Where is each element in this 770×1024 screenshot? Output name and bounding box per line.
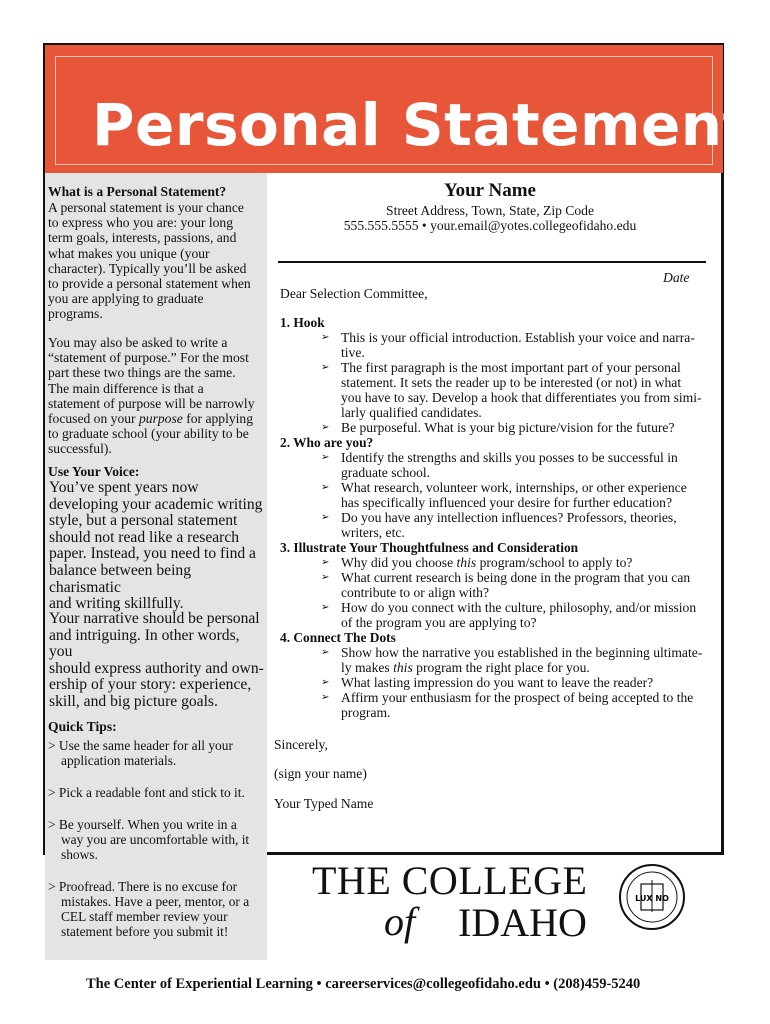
arrow-bullet-icon: ➢ bbox=[321, 452, 330, 463]
arrow-bullet-icon: ➢ bbox=[321, 422, 330, 433]
arrow-bullet-icon: ➢ bbox=[321, 332, 330, 343]
header-divider bbox=[278, 261, 706, 263]
purpose-paragraph: You may also be asked to write a “statement of purpose.” For the most part these two things are the same. The main difference is that a statement of purpose will be narrowly focused on your purpose for applying to graduate school (your ability to be successful). bbox=[48, 335, 255, 457]
bullet-text: Do you have any intellection influences? Professors, theories, writers, etc. bbox=[341, 510, 677, 540]
section-bullet bbox=[321, 510, 716, 540]
section-bullet bbox=[321, 690, 716, 720]
tip-item: > Pick a readable font and stick to it. bbox=[48, 785, 245, 800]
voice-heading: Use Your Voice: bbox=[48, 464, 140, 479]
salutation: Dear Selection Committee, bbox=[280, 286, 428, 301]
what-heading: What is a Personal Statement? bbox=[48, 184, 227, 199]
section-bullet bbox=[321, 675, 716, 690]
signature-line: (sign your name) bbox=[274, 766, 367, 781]
narrative-paragraph: Your narrative should be personal and intriguing. In other words, you should express authority and own- ership of your story: experience, skill, and big picture goals. bbox=[49, 610, 264, 710]
bullet-text: Why did you choose this program/school to apply to? bbox=[341, 555, 633, 570]
date: Date bbox=[663, 270, 690, 285]
tips-heading: Quick Tips: bbox=[48, 719, 117, 734]
section-heading: 1. Hook bbox=[280, 315, 325, 330]
logo-text-college: THE COLLEGE bbox=[312, 858, 588, 903]
what-paragraph: A personal statement is your chance to express who you are: your long term goals, interests, passions, and what makes you unique (your character). Typically you’ll be asked to provide a personal statement when you are applying to graduate programs. bbox=[48, 200, 251, 322]
arrow-bullet-icon: ➢ bbox=[321, 482, 330, 493]
bullet-text: Affirm your enthusiasm for the prospect of being accepted to the program. bbox=[341, 690, 694, 720]
bullet-text: This is your official introduction. Establish your voice and narra- tive. bbox=[341, 330, 695, 360]
arrow-bullet-icon: ➢ bbox=[321, 557, 330, 568]
arrow-bullet-icon: ➢ bbox=[321, 362, 330, 373]
tip-item: > Use the same header for all your application materials. bbox=[48, 738, 233, 768]
arrow-bullet-icon: ➢ bbox=[321, 692, 330, 703]
bullet-text: How do you connect with the culture, philosophy, and/or mission of the program you are applying to? bbox=[341, 600, 697, 630]
bullet-text: What current research is being done in the program that you can contribute to or align with? bbox=[341, 570, 691, 600]
bullet-text: What lasting impression do you want to leave the reader? bbox=[341, 675, 654, 690]
section-bullet bbox=[321, 330, 716, 360]
applicant-name: Your Name bbox=[443, 180, 536, 201]
arrow-bullet-icon: ➢ bbox=[321, 677, 330, 688]
closing: Sincerely, bbox=[274, 737, 328, 752]
bullet-text: What research, volunteer work, internships, or other experience has specifically influenced your desire for further education? bbox=[341, 480, 687, 510]
bullet-text: Be purposeful. What is your big picture/vision for the future? bbox=[341, 420, 675, 435]
voice-paragraph: You’ve spent years now developing your academic writing style, but a personal statement should not read like a research paper. Instead, you need to find a balance between being charismatic and writing skillfully. bbox=[49, 479, 263, 613]
footer-contact: The Center of Experiential Learning • careerservices@collegeofidaho.edu • (208)459-5240 bbox=[86, 976, 641, 992]
section-heading: 4. Connect The Dots bbox=[280, 630, 396, 645]
contact-info: 555.555.5555 • your.email@yotes.collegeofidaho.edu bbox=[343, 218, 637, 233]
bullet-text: Identify the strengths and skills you posses to be successful in graduate school. bbox=[341, 450, 678, 480]
logo-text-of: of bbox=[384, 899, 416, 944]
bullet-text: Show how the narrative you established in the beginning ultimate- ly makes this program the right place for you. bbox=[341, 645, 703, 675]
tip-item: > Be yourself. When you write in a way you are uncomfortable with, it shows. bbox=[48, 817, 250, 862]
arrow-bullet-icon: ➢ bbox=[321, 512, 330, 523]
section-heading: 3. Illustrate Your Thoughtfulness and Consideration bbox=[280, 540, 579, 555]
arrow-bullet-icon: ➢ bbox=[321, 572, 330, 583]
tip-item: > Proofread. There is no excuse for mistakes. Have a peer, mentor, or a CEL staff member review your statement before you submit it! bbox=[48, 879, 250, 939]
svg-text:LUX NO: LUX NO bbox=[635, 894, 669, 903]
section-bullet bbox=[321, 555, 716, 570]
section-bullet bbox=[321, 420, 716, 435]
section-bullet bbox=[321, 570, 716, 600]
section-bullet bbox=[321, 480, 716, 510]
section-bullet bbox=[321, 645, 716, 675]
street-address: Street Address, Town, State, Zip Code bbox=[386, 203, 594, 218]
section-heading: 2. Who are you? bbox=[280, 435, 374, 450]
arrow-bullet-icon: ➢ bbox=[321, 647, 330, 658]
section-bullet bbox=[321, 360, 716, 420]
college-seal-icon bbox=[617, 862, 687, 932]
college-logo bbox=[312, 858, 702, 950]
section-bullet bbox=[321, 600, 716, 630]
section-bullet bbox=[321, 450, 716, 480]
bullet-text: The first paragraph is the most important part of your personal statement. It sets the reader up to be interested (or not) in what you have to say. Develop a hook that differentiates you from simi- larly qualified candidates. bbox=[341, 360, 702, 420]
page-title: Personal Statement bbox=[92, 91, 751, 159]
logo-text-idaho: IDAHO bbox=[458, 900, 587, 945]
typed-name: Your Typed Name bbox=[274, 796, 374, 811]
arrow-bullet-icon: ➢ bbox=[321, 602, 330, 613]
